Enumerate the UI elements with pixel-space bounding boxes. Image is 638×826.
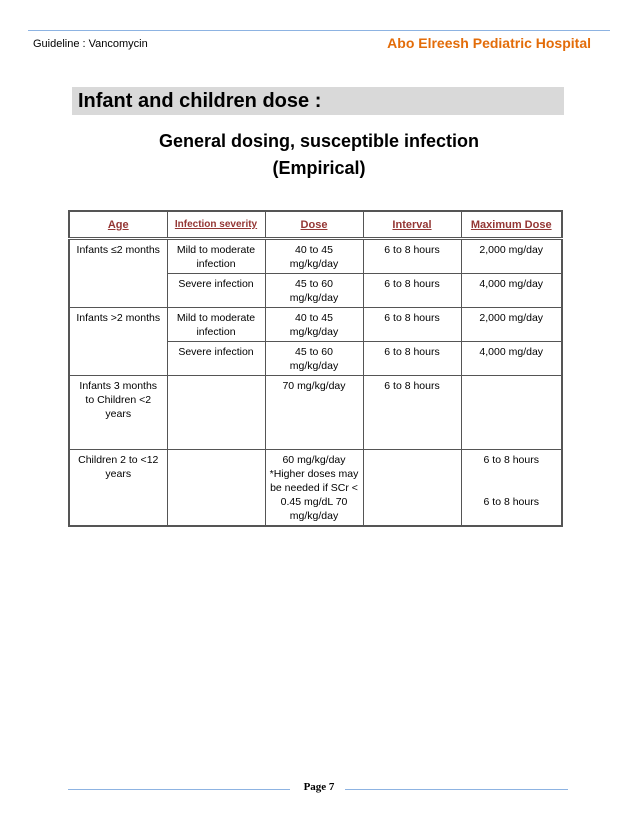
cell-age: Infants 3 months to Children <2 years	[69, 376, 167, 450]
dosing-table	[68, 210, 563, 527]
table-row	[69, 342, 562, 376]
cell-severity: Mild to moderate infection	[167, 239, 265, 274]
page-number: Page 7	[303, 781, 335, 793]
header-severity: Infection severity	[167, 211, 265, 239]
header-rule	[28, 30, 610, 31]
cell-age: Children 2 to <12 years	[69, 450, 167, 527]
cell-max-line2: 6 to 8 hours	[483, 496, 539, 508]
cell-dose: 45 to 60 mg/kg/day	[265, 274, 363, 308]
cell-severity	[167, 376, 265, 450]
cell-max	[461, 376, 562, 450]
cell-max: 2,000 mg/day	[461, 239, 562, 274]
hospital-name: Abo Elreesh Pediatric Hospital	[387, 35, 591, 51]
cell-max: 4,000 mg/day	[461, 342, 562, 376]
cell-interval: 6 to 8 hours	[363, 239, 461, 274]
header-max-dose: Maximum Dose	[461, 211, 562, 239]
cell-age	[69, 342, 167, 376]
cell-dose: 60 mg/kg/day *Higher doses may be needed if SCr < 0.45 mg/dL 70 mg/kg/day	[265, 450, 363, 527]
header-dose: Dose	[265, 211, 363, 239]
cell-interval: 6 to 8 hours	[363, 308, 461, 342]
cell-severity: Severe infection	[167, 274, 265, 308]
cell-severity	[167, 450, 265, 527]
guideline-label: Guideline : Vancomycin	[33, 38, 148, 50]
header-age: Age	[69, 211, 167, 239]
table-row	[69, 308, 562, 342]
cell-max	[461, 450, 562, 527]
cell-dose: 40 to 45 mg/kg/day	[265, 308, 363, 342]
cell-age: Infants >2 months	[69, 308, 167, 342]
header-interval: Interval	[363, 211, 461, 239]
table-row	[69, 274, 562, 308]
cell-severity: Severe infection	[167, 342, 265, 376]
cell-interval: 6 to 8 hours	[363, 342, 461, 376]
cell-interval: 6 to 8 hours	[363, 274, 461, 308]
cell-interval: 6 to 8 hours	[363, 376, 461, 450]
cell-dose: 40 to 45 mg/kg/day	[265, 239, 363, 274]
cell-dose: 70 mg/kg/day	[265, 376, 363, 450]
cell-max-line1: 6 to 8 hours	[483, 454, 539, 466]
subtitle-line2: (Empirical)	[272, 158, 366, 178]
cell-max: 2,000 mg/day	[461, 308, 562, 342]
table-row	[69, 376, 562, 450]
subtitle-line1: General dosing, susceptible infection	[158, 131, 480, 151]
table-header-row	[69, 211, 562, 239]
cell-severity: Mild to moderate infection	[167, 308, 265, 342]
cell-age	[69, 274, 167, 308]
table-row	[69, 239, 562, 274]
cell-dose: 45 to 60 mg/kg/day	[265, 342, 363, 376]
section-title: Infant and children dose :	[72, 87, 564, 115]
cell-interval	[363, 450, 461, 527]
cell-max: 4,000 mg/day	[461, 274, 562, 308]
table-row	[69, 450, 562, 527]
cell-age: Infants ≤2 months	[69, 239, 167, 274]
